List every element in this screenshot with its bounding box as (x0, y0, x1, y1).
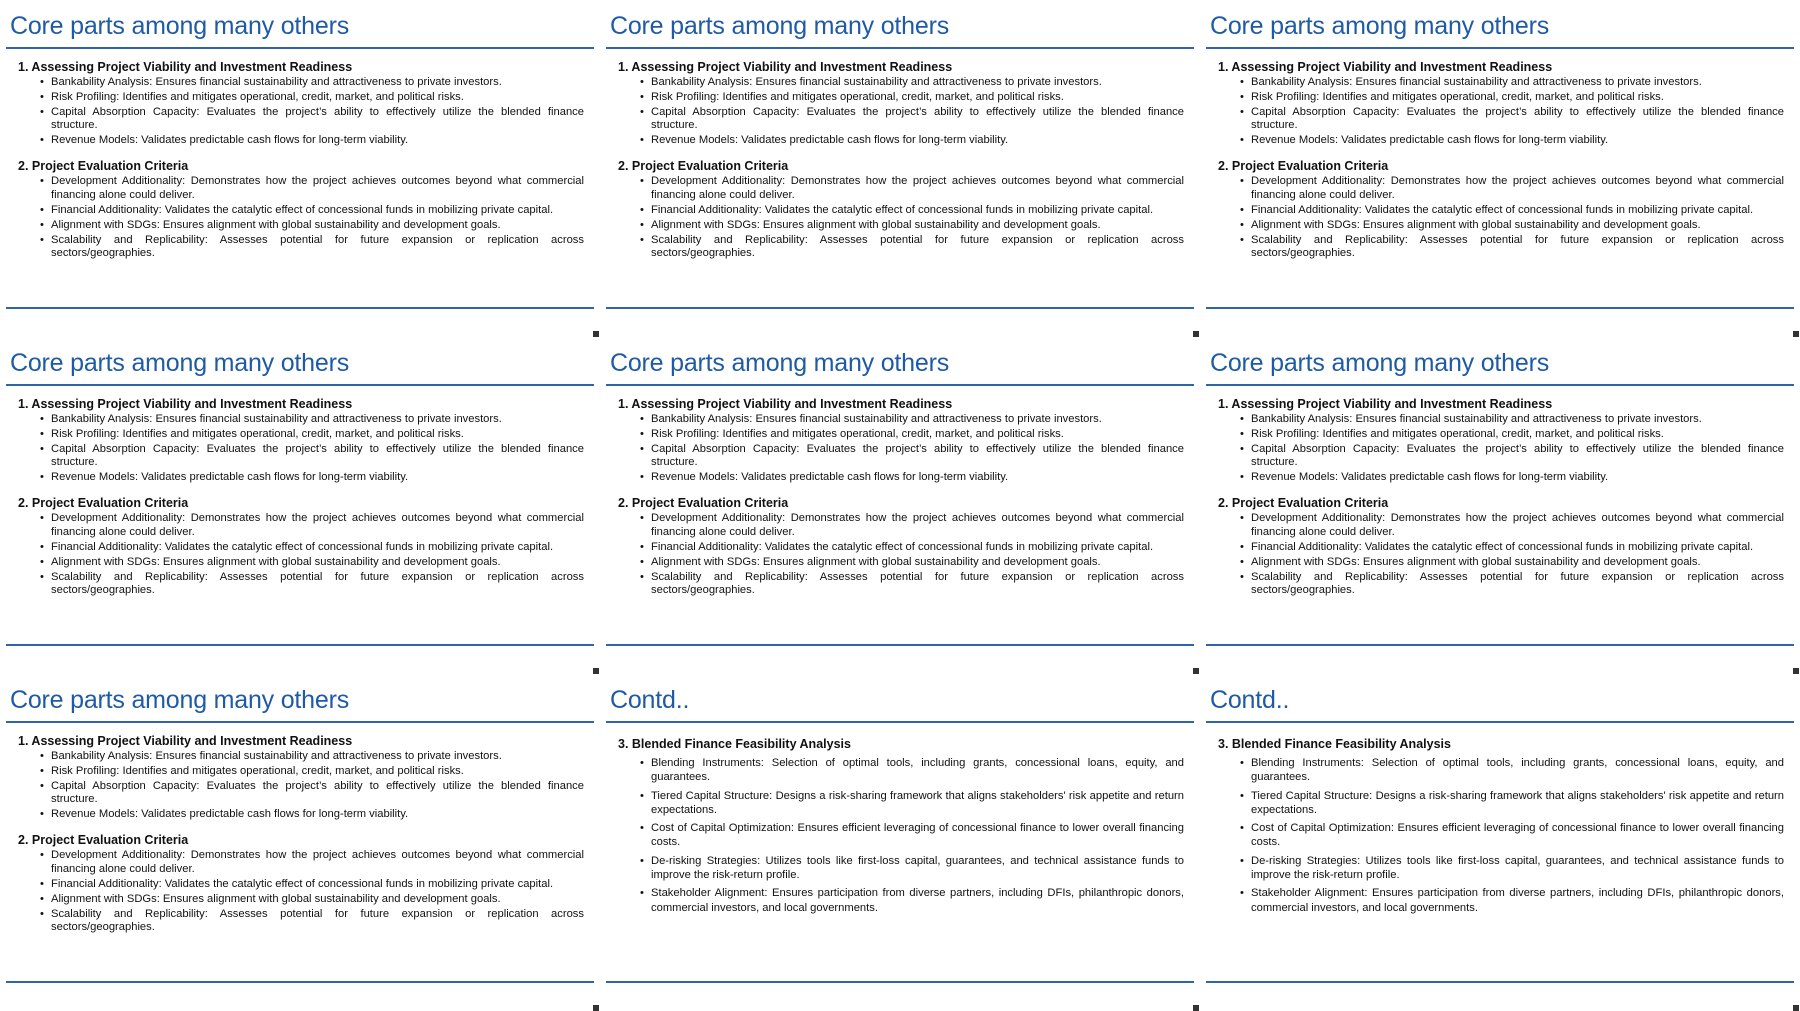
bullet-list (1218, 756, 1784, 915)
bullet-item: • Financial Additionality: Validates the catalytic effect of concessional funds in mobilizing private capital. (18, 878, 584, 891)
slide-title: Core parts among many others (1210, 12, 1550, 40)
bullet-item: • Capital Absorption Capacity: Evaluates the project’s ability to effectively utilize the blended finance structure. (18, 780, 584, 806)
bullet-item: • Alignment with SDGs: Ensures alignment with global sustainability and development goals. (1218, 219, 1784, 232)
bullet-item: • Alignment with SDGs: Ensures alignment with global sustainability and development goals. (618, 556, 1184, 569)
slide-section (18, 60, 584, 147)
bullet-item: • Alignment with SDGs: Ensures alignment with global sustainability and development goals. (18, 893, 584, 906)
bullet-item: • Capital Absorption Capacity: Evaluates the project’s ability to effectively utilize the blended finance structure. (18, 106, 584, 132)
slide-body (1218, 60, 1784, 272)
slide-title: Core parts among many others (10, 686, 350, 714)
bullet-list (1218, 512, 1784, 597)
bullet-item: • Revenue Models: Validates predictable cash flows for long-term viability. (18, 808, 584, 821)
bullet-item: • Bankability Analysis: Ensures financial sustainability and attractiveness to private investors. (618, 76, 1184, 89)
section-heading: 1. Assessing Project Viability and Investment Readiness (1218, 397, 1553, 411)
slide-title: Core parts among many others (610, 349, 950, 377)
bullet-item: • Capital Absorption Capacity: Evaluates the project’s ability to effectively utilize the blended finance structure. (618, 106, 1184, 132)
bullet-list (618, 413, 1184, 484)
bullet-item: • Tiered Capital Structure: Designs a risk-sharing framework that aligns stakeholders' risk appetite and return expectations. (618, 789, 1184, 818)
slide-section (618, 737, 1184, 915)
footer-divider (6, 644, 594, 646)
bullet-item: • Scalability and Replicability: Assesses potential for future expansion or replication across sectors/geographies. (1218, 234, 1784, 260)
bullet-item: • Stakeholder Alignment: Ensures participation from diverse partners, including DFIs, philanthropic donors, commercial investors, and local governments. (618, 886, 1184, 915)
bullet-list (18, 512, 584, 597)
bullet-list (618, 76, 1184, 147)
slide-section (1218, 60, 1784, 147)
slide-thumbnail[interactable] (1200, 674, 1800, 1011)
section-heading: 2. Project Evaluation Criteria (1218, 159, 1389, 174)
footer-divider (606, 307, 1194, 309)
bullet-item: • Alignment with SDGs: Ensures alignment with global sustainability and development goals. (618, 219, 1184, 232)
title-divider (1206, 384, 1794, 386)
bullet-item: • Stakeholder Alignment: Ensures participation from diverse partners, including DFIs, philanthropic donors, commercial investors, and local governments. (1218, 886, 1784, 915)
slide-thumbnail[interactable] (1200, 0, 1800, 337)
bullet-item: • Risk Profiling: Identifies and mitigates operational, credit, market, and political risks. (1218, 428, 1784, 441)
slide-thumbnail[interactable] (0, 674, 600, 1011)
bullet-item: • Bankability Analysis: Ensures financial sustainability and attractiveness to private investors. (618, 413, 1184, 426)
section-heading: 1. Assessing Project Viability and Investment Readiness (18, 60, 353, 74)
bullet-item: • Scalability and Replicability: Assesses potential for future expansion or replication across sectors/geographies. (618, 234, 1184, 260)
footer-divider (606, 981, 1194, 983)
bullet-item: • De-risking Strategies: Utilizes tools like first-loss capital, guarantees, and technical assistance funds to improve the risk-return profile. (1218, 854, 1784, 883)
title-divider (606, 721, 1194, 723)
bullet-item: • Risk Profiling: Identifies and mitigates operational, credit, market, and political risks. (18, 765, 584, 778)
title-divider (1206, 47, 1794, 49)
bullet-item: • Blending Instruments: Selection of optimal tools, including grants, concessional loans, equity, and guarantees. (618, 756, 1184, 785)
slide-thumbnail[interactable] (600, 337, 1200, 674)
bullet-item: • Alignment with SDGs: Ensures alignment with global sustainability and development goals. (18, 556, 584, 569)
bullet-item: • Risk Profiling: Identifies and mitigates operational, credit, market, and political risks. (618, 428, 1184, 441)
bullet-item: • Development Additionality: Demonstrates how the project achieves outcomes beyond what commercial financing alone could deliver. (618, 512, 1184, 538)
slide-body (618, 734, 1184, 927)
slide-title: Core parts among many others (1210, 349, 1550, 377)
bullet-item: • Scalability and Replicability: Assesses potential for future expansion or replication across sectors/geographies. (618, 571, 1184, 597)
slide-body (1218, 397, 1784, 609)
slide-body (18, 397, 584, 609)
bullet-item: • Bankability Analysis: Ensures financial sustainability and attractiveness to private investors. (1218, 76, 1784, 89)
bullet-item: • Risk Profiling: Identifies and mitigates operational, credit, market, and political risks. (18, 428, 584, 441)
bullet-item: • Capital Absorption Capacity: Evaluates the project’s ability to effectively utilize the blended finance structure. (18, 443, 584, 469)
footer-divider (606, 644, 1194, 646)
bullet-item: • Risk Profiling: Identifies and mitigates operational, credit, market, and political risks. (1218, 91, 1784, 104)
title-divider (6, 384, 594, 386)
bullet-item: • Capital Absorption Capacity: Evaluates the project’s ability to effectively utilize the blended finance structure. (618, 443, 1184, 469)
bullet-item: • Bankability Analysis: Ensures financial sustainability and attractiveness to private investors. (18, 413, 584, 426)
bullet-list (18, 750, 584, 821)
bullet-item: • Capital Absorption Capacity: Evaluates the project’s ability to effectively utilize the blended finance structure. (1218, 443, 1784, 469)
bullet-item: • Scalability and Replicability: Assesses potential for future expansion or replication across sectors/geographies. (18, 234, 584, 260)
bullet-list (18, 413, 584, 484)
section-heading: 2. Project Evaluation Criteria (1218, 496, 1389, 511)
section-heading: 2. Project Evaluation Criteria (18, 159, 189, 174)
bullet-item: • Scalability and Replicability: Assesses potential for future expansion or replication across sectors/geographies. (18, 908, 584, 934)
bullet-item: • Financial Additionality: Validates the catalytic effect of concessional funds in mobilizing private capital. (1218, 204, 1784, 217)
footer-divider (1206, 644, 1794, 646)
slide-section (18, 496, 584, 597)
bullet-list (618, 756, 1184, 915)
bullet-item: • Development Additionality: Demonstrates how the project achieves outcomes beyond what commercial financing alone could deliver. (1218, 512, 1784, 538)
title-divider (1206, 721, 1794, 723)
bullet-item: • Risk Profiling: Identifies and mitigates operational, credit, market, and political risks. (618, 91, 1184, 104)
slide-section (18, 734, 584, 821)
slide-section (18, 159, 584, 260)
slide-thumbnail[interactable] (600, 674, 1200, 1011)
bullet-list (618, 175, 1184, 260)
section-heading: 1. Assessing Project Viability and Investment Readiness (1218, 60, 1553, 74)
title-divider (606, 47, 1194, 49)
bullet-item: • Bankability Analysis: Ensures financial sustainability and attractiveness to private investors. (18, 76, 584, 89)
bullet-item: • Alignment with SDGs: Ensures alignment with global sustainability and development goals. (18, 219, 584, 232)
bullet-list (18, 849, 584, 934)
slide-thumbnail[interactable] (1200, 337, 1800, 674)
bullet-item: • Financial Additionality: Validates the catalytic effect of concessional funds in mobilizing private capital. (618, 204, 1184, 217)
bullet-item: • Financial Additionality: Validates the catalytic effect of concessional funds in mobilizing private capital. (18, 204, 584, 217)
section-heading: 2. Project Evaluation Criteria (18, 833, 189, 848)
bullet-item: • De-risking Strategies: Utilizes tools like first-loss capital, guarantees, and technical assistance funds to improve the risk-return profile. (618, 854, 1184, 883)
slide-title: Core parts among many others (10, 349, 350, 377)
bullet-item: • Revenue Models: Validates predictable cash flows for long-term viability. (18, 471, 584, 484)
bullet-item: • Development Additionality: Demonstrates how the project achieves outcomes beyond what commercial financing alone could deliver. (1218, 175, 1784, 201)
slide-section (618, 397, 1184, 484)
slide-corner-marker (593, 1005, 599, 1011)
slide-title: Core parts among many others (610, 12, 950, 40)
bullet-item: • Revenue Models: Validates predictable cash flows for long-term viability. (1218, 134, 1784, 147)
slide-section (18, 833, 584, 934)
section-heading: 2. Project Evaluation Criteria (618, 496, 789, 511)
bullet-list (618, 512, 1184, 597)
section-heading: 1. Assessing Project Viability and Investment Readiness (618, 60, 953, 74)
bullet-item: • Financial Additionality: Validates the catalytic effect of concessional funds in mobilizing private capital. (618, 541, 1184, 554)
slide-section (18, 397, 584, 484)
slide-body (618, 60, 1184, 272)
slide-section (618, 496, 1184, 597)
slide-section (1218, 159, 1784, 260)
bullet-item: • Development Additionality: Demonstrates how the project achieves outcomes beyond what commercial financing alone could deliver. (618, 175, 1184, 201)
bullet-item: • Development Additionality: Demonstrates how the project achieves outcomes beyond what commercial financing alone could deliver. (18, 512, 584, 538)
bullet-item: • Tiered Capital Structure: Designs a risk-sharing framework that aligns stakeholders' risk appetite and return expectations. (1218, 789, 1784, 818)
footer-divider (1206, 981, 1794, 983)
slide-thumbnail[interactable] (0, 0, 600, 337)
slide-body (18, 60, 584, 272)
bullet-list (1218, 413, 1784, 484)
bullet-item: • Financial Additionality: Validates the catalytic effect of concessional funds in mobilizing private capital. (1218, 541, 1784, 554)
section-heading: 1. Assessing Project Viability and Investment Readiness (18, 734, 353, 748)
footer-divider (1206, 307, 1794, 309)
bullet-list (1218, 175, 1784, 260)
bullet-item: • Bankability Analysis: Ensures financial sustainability and attractiveness to private investors. (18, 750, 584, 763)
slide-thumbnail[interactable] (600, 0, 1200, 337)
title-divider (6, 721, 594, 723)
title-divider (606, 384, 1194, 386)
section-heading: 1. Assessing Project Viability and Investment Readiness (618, 397, 953, 411)
slide-corner-marker (1193, 1005, 1199, 1011)
slide-body (618, 397, 1184, 609)
slide-thumbnail[interactable] (0, 337, 600, 674)
slide-title: Contd.. (1210, 686, 1290, 714)
slide-section (618, 60, 1184, 147)
bullet-item: • Blending Instruments: Selection of optimal tools, including grants, concessional loans, equity, and guarantees. (1218, 756, 1784, 785)
section-heading: 3. Blended Finance Feasibility Analysis (1218, 737, 1451, 751)
slide-title: Contd.. (610, 686, 690, 714)
slide-body (1218, 734, 1784, 927)
bullet-list (1218, 76, 1784, 147)
bullet-item: • Revenue Models: Validates predictable cash flows for long-term viability. (1218, 471, 1784, 484)
bullet-item: • Development Additionality: Demonstrates how the project achieves outcomes beyond what commercial financing alone could deliver. (18, 175, 584, 201)
bullet-item: • Cost of Capital Optimization: Ensures efficient leveraging of concessional finance to lower overall financing costs. (1218, 821, 1784, 850)
section-heading: 2. Project Evaluation Criteria (618, 159, 789, 174)
bullet-item: • Development Additionality: Demonstrates how the project achieves outcomes beyond what commercial financing alone could deliver. (18, 849, 584, 875)
bullet-list (18, 175, 584, 260)
slide-section (618, 159, 1184, 260)
bullet-item: • Capital Absorption Capacity: Evaluates the project’s ability to effectively utilize the blended finance structure. (1218, 106, 1784, 132)
slide-body (18, 734, 584, 946)
section-heading: 1. Assessing Project Viability and Investment Readiness (18, 397, 353, 411)
slide-section (1218, 737, 1784, 915)
bullet-item: • Revenue Models: Validates predictable cash flows for long-term viability. (618, 134, 1184, 147)
section-heading: 3. Blended Finance Feasibility Analysis (618, 737, 851, 751)
bullet-item: • Scalability and Replicability: Assesses potential for future expansion or replication across sectors/geographies. (18, 571, 584, 597)
bullet-item: • Alignment with SDGs: Ensures alignment with global sustainability and development goals. (1218, 556, 1784, 569)
title-divider (6, 47, 594, 49)
bullet-item: • Risk Profiling: Identifies and mitigates operational, credit, market, and political risks. (18, 91, 584, 104)
footer-divider (6, 307, 594, 309)
bullet-list (18, 76, 584, 147)
bullet-item: • Cost of Capital Optimization: Ensures efficient leveraging of concessional finance to lower overall financing costs. (618, 821, 1184, 850)
bullet-item: • Bankability Analysis: Ensures financial sustainability and attractiveness to private investors. (1218, 413, 1784, 426)
section-heading: 2. Project Evaluation Criteria (18, 496, 189, 511)
slide-section (1218, 397, 1784, 484)
slide-corner-marker (1793, 1005, 1799, 1011)
footer-divider (6, 981, 594, 983)
bullet-item: • Revenue Models: Validates predictable cash flows for long-term viability. (618, 471, 1184, 484)
bullet-item: • Scalability and Replicability: Assesses potential for future expansion or replication across sectors/geographies. (1218, 571, 1784, 597)
bullet-item: • Revenue Models: Validates predictable cash flows for long-term viability. (18, 134, 584, 147)
slide-section (1218, 496, 1784, 597)
bullet-item: • Financial Additionality: Validates the catalytic effect of concessional funds in mobilizing private capital. (18, 541, 584, 554)
slide-title: Core parts among many others (10, 12, 350, 40)
